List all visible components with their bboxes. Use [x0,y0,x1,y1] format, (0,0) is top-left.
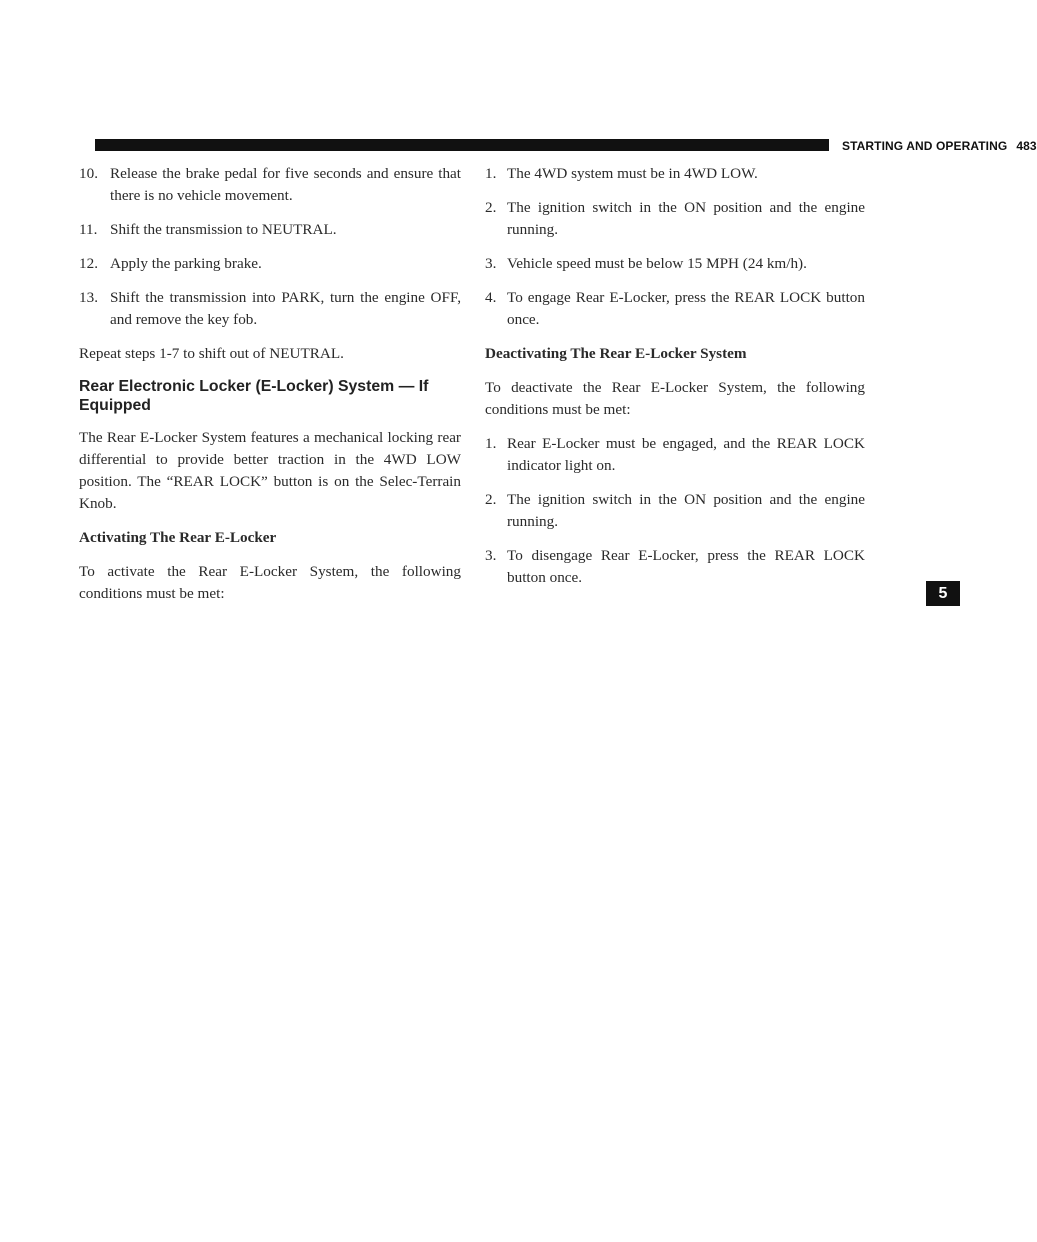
step-text: To engage Rear E-Locker, press the REAR LOCK button once. [507,289,865,328]
list-item [485,163,865,185]
list-item [79,253,461,275]
list-item [79,163,461,207]
list-item [485,197,865,241]
activating-intro: To activate the Rear E-Locker System, the following conditions must be met: [79,563,461,602]
step-text: Apply the parking brake. [110,255,262,272]
step-text: Vehicle speed must be below 15 MPH (24 km/h). [507,255,807,272]
step-number: 13. [79,289,98,306]
left-column [79,163,461,617]
header-rule [95,139,829,151]
step-number: 11. [79,221,98,238]
intro-paragraph: The Rear E-Locker System features a mechanical locking rear differential to provide better traction in the 4WD LOW position. The “REAR LOCK” button is on the Selec-Terrain Knob. [79,429,461,512]
list-item [79,287,461,331]
step-number: 1. [485,435,497,452]
step-text: The ignition switch in the ON position and the engine running. [507,491,865,530]
running-header [842,139,1037,153]
step-number: 2. [485,199,497,216]
step-number: 1. [485,165,497,182]
step-number: 10. [79,165,98,182]
step-text: The ignition switch in the ON position and the engine running. [507,199,865,238]
deactivating-intro: To deactivate the Rear E-Locker System, the following conditions must be met: [485,379,865,418]
step-text: The 4WD system must be in 4WD LOW. [507,165,758,182]
list-item [485,253,865,275]
step-text: Rear E-Locker must be engaged, and the REAR LOCK indicator light on. [507,435,865,474]
list-item [79,219,461,241]
step-number: 3. [485,547,497,564]
section-title: STARTING AND OPERATING [842,139,1008,153]
chapter-tab: 5 [926,581,960,606]
right-column [485,163,865,601]
page-number: 483 [1016,139,1037,153]
step-number: 12. [79,255,98,272]
step-text: Release the brake pedal for five seconds and ensure that there is no vehicle movement. [110,165,461,204]
section-heading: Rear Electronic Locker (E-Locker) System — If Equipped [79,378,429,414]
step-text: Shift the transmission to NEUTRAL. [110,221,337,238]
step-number: 3. [485,255,497,272]
step-text: To disengage Rear E-Locker, press the REAR LOCK button once. [507,547,865,586]
activating-heading: Activating The Rear E-Locker [79,529,277,546]
step-number: 2. [485,491,497,508]
step-number: 4. [485,289,497,306]
list-item [485,545,865,589]
list-item [485,433,865,477]
repeat-note: Repeat steps 1-7 to shift out of NEUTRAL. [79,345,344,362]
list-item [485,489,865,533]
list-item [485,287,865,331]
step-text: Shift the transmission into PARK, turn the engine OFF, and remove the key fob. [110,289,461,328]
deactivating-heading: Deactivating The Rear E-Locker System [485,345,747,362]
